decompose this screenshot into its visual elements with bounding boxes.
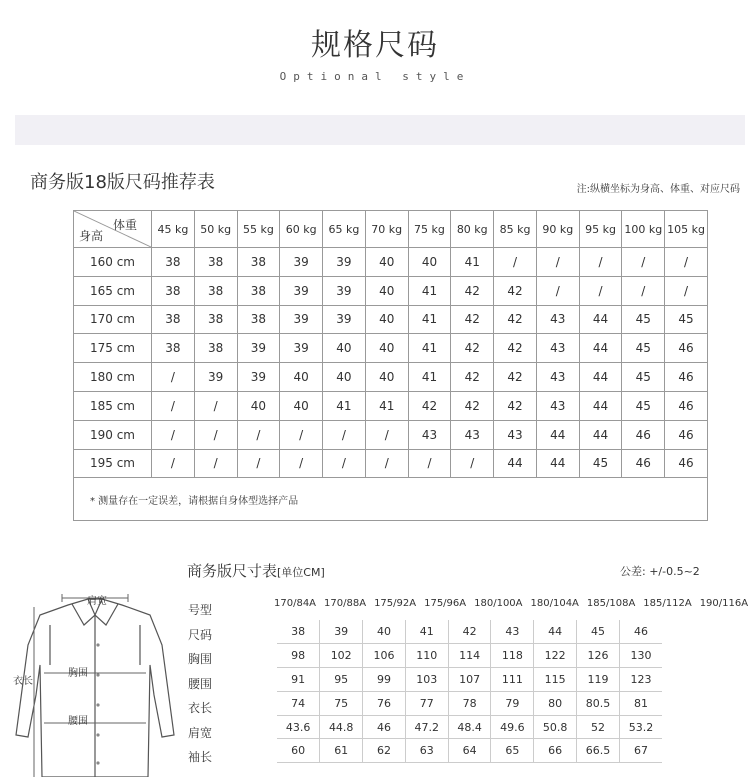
dimension-cell: 61 xyxy=(320,739,363,763)
weight-header-cell: 70 kg xyxy=(365,211,408,248)
model-label: 170/88A xyxy=(324,598,367,609)
size-cell: 42 xyxy=(451,305,494,334)
size-cell: 44 xyxy=(579,334,622,363)
dimension-cell: 49.6 xyxy=(491,715,534,739)
size-cell: 46 xyxy=(665,420,708,449)
dimension-row-label: 袖长 xyxy=(188,750,213,764)
height-cell: 190 cm xyxy=(74,420,152,449)
dimension-cell: 41 xyxy=(405,620,448,644)
height-cell: 185 cm xyxy=(74,391,152,420)
dimension-title-text: 商务版尺寸表 xyxy=(187,562,278,580)
shirt-diagram xyxy=(10,585,180,777)
table-row xyxy=(74,363,708,392)
dimension-cell: 111 xyxy=(491,668,534,692)
dimension-cell: 66 xyxy=(534,739,577,763)
weight-header-cell: 60 kg xyxy=(280,211,323,248)
dimension-unit: [单位CM] xyxy=(277,566,325,579)
dimension-cell: 78 xyxy=(448,691,491,715)
weight-header-cell: 90 kg xyxy=(536,211,579,248)
page-subtitle: Optional style xyxy=(279,70,471,83)
model-label: 185/108A xyxy=(586,598,636,609)
weight-header-cell: 55 kg xyxy=(237,211,280,248)
weight-header-cell: 85 kg xyxy=(494,211,537,248)
dimension-cell: 81 xyxy=(619,691,662,715)
size-cell: 39 xyxy=(280,248,323,277)
size-cell: 40 xyxy=(408,248,451,277)
size-cell: 40 xyxy=(365,334,408,363)
dimension-cell: 110 xyxy=(405,644,448,668)
size-cell: 38 xyxy=(194,248,237,277)
size-cell: 41 xyxy=(451,248,494,277)
size-cell: / xyxy=(194,391,237,420)
weight-axis-label: 体重 xyxy=(112,218,137,232)
model-label: 175/92A xyxy=(374,598,417,609)
dimension-cell: 126 xyxy=(577,644,620,668)
dimension-cell: 48.4 xyxy=(448,715,491,739)
size-cell: 40 xyxy=(323,363,366,392)
dimension-cell: 65 xyxy=(491,739,534,763)
size-cell: 39 xyxy=(280,334,323,363)
size-cell: 46 xyxy=(665,363,708,392)
size-recommend-table xyxy=(73,210,708,521)
dimension-cell: 46 xyxy=(363,715,406,739)
size-cell: 43 xyxy=(536,391,579,420)
size-cell: 44 xyxy=(536,420,579,449)
table-row xyxy=(74,334,708,363)
size-cell: 44 xyxy=(579,363,622,392)
dimension-cell: 67 xyxy=(619,739,662,763)
size-cell: 42 xyxy=(451,276,494,305)
dimension-cell: 52 xyxy=(577,715,620,739)
size-cell: 38 xyxy=(237,305,280,334)
dimension-cell: 75 xyxy=(320,691,363,715)
size-cell: 40 xyxy=(323,334,366,363)
size-cell: 41 xyxy=(323,391,366,420)
dimension-cell: 118 xyxy=(491,644,534,668)
size-cell: / xyxy=(408,449,451,478)
dimension-cell: 114 xyxy=(448,644,491,668)
dimension-row-label: 肩宽 xyxy=(188,725,213,740)
model-label: 170/84A xyxy=(274,598,317,609)
dimension-cell: 74 xyxy=(277,691,320,715)
size-cell: 40 xyxy=(280,363,323,392)
size-cell: / xyxy=(280,420,323,449)
height-cell: 175 cm xyxy=(74,334,152,363)
size-cell: 45 xyxy=(622,363,665,392)
size-cell: 42 xyxy=(451,391,494,420)
size-cell: 39 xyxy=(323,248,366,277)
size-cell: 46 xyxy=(622,449,665,478)
size-cell: 45 xyxy=(665,305,708,334)
dimension-cell: 122 xyxy=(534,644,577,668)
size-cell: 39 xyxy=(237,334,280,363)
table-row xyxy=(74,449,708,478)
model-label: 190/116A xyxy=(699,598,749,609)
size-cell: 45 xyxy=(622,334,665,363)
size-cell: / xyxy=(665,248,708,277)
size-cell: 40 xyxy=(280,391,323,420)
table-row xyxy=(74,391,708,420)
size-cell: 45 xyxy=(622,305,665,334)
size-cell: 40 xyxy=(365,276,408,305)
shirt-outline-icon xyxy=(10,585,180,777)
dimension-cell: 62 xyxy=(363,739,406,763)
dimension-cell: 60 xyxy=(277,739,320,763)
dimension-cell: 44 xyxy=(534,620,577,644)
size-cell: 38 xyxy=(152,248,195,277)
size-cell: 38 xyxy=(194,276,237,305)
weight-header-cell: 65 kg xyxy=(323,211,366,248)
size-cell: 41 xyxy=(408,363,451,392)
size-cell: 46 xyxy=(665,334,708,363)
weight-header-cell: 80 kg xyxy=(451,211,494,248)
weight-header-cell: 75 kg xyxy=(408,211,451,248)
dimension-cell: 44.8 xyxy=(320,715,363,739)
table-row xyxy=(277,644,662,668)
dimension-cell: 66.5 xyxy=(577,739,620,763)
table-row xyxy=(74,276,708,305)
dimension-cell: 99 xyxy=(363,668,406,692)
model-label: 185/112A xyxy=(643,598,692,609)
size-cell: / xyxy=(579,248,622,277)
dimension-cell: 77 xyxy=(405,691,448,715)
size-cell: / xyxy=(622,248,665,277)
size-cell: 44 xyxy=(579,391,622,420)
size-cell: 39 xyxy=(280,305,323,334)
tolerance-text: 公差: +/-0.5~2 xyxy=(620,565,700,578)
size-cell: 43 xyxy=(536,363,579,392)
size-cell: / xyxy=(280,449,323,478)
model-label: 180/100A xyxy=(474,598,523,609)
size-cell: / xyxy=(536,276,579,305)
dimension-table-title xyxy=(187,560,325,581)
size-cell: 39 xyxy=(194,363,237,392)
size-cell: 44 xyxy=(494,449,537,478)
size-cell: 43 xyxy=(451,420,494,449)
size-cell: / xyxy=(365,420,408,449)
table-row xyxy=(74,420,708,449)
size-cell: 43 xyxy=(494,420,537,449)
size-cell: 46 xyxy=(622,420,665,449)
weight-header-cell: 95 kg xyxy=(579,211,622,248)
dimension-model-header xyxy=(274,598,749,609)
size-cell: 38 xyxy=(152,276,195,305)
height-cell: 180 cm xyxy=(74,363,152,392)
size-cell: 42 xyxy=(494,391,537,420)
dimension-cell: 46 xyxy=(619,620,662,644)
size-cell: / xyxy=(494,248,537,277)
size-cell: 39 xyxy=(237,363,280,392)
size-cell: / xyxy=(365,449,408,478)
dimension-row-label: 衣长 xyxy=(188,701,213,715)
size-cell: 39 xyxy=(280,276,323,305)
table-row xyxy=(277,691,662,715)
size-cell: / xyxy=(622,276,665,305)
dimension-row-label: 腰围 xyxy=(188,676,213,691)
table-row xyxy=(74,248,708,277)
size-cell: / xyxy=(194,449,237,478)
dimension-cell: 39 xyxy=(320,620,363,644)
weight-header-cell: 45 kg xyxy=(152,211,195,248)
height-cell: 165 cm xyxy=(74,276,152,305)
model-label: 180/104A xyxy=(530,598,579,609)
dimension-cell: 103 xyxy=(405,668,448,692)
dimension-cell: 43 xyxy=(491,620,534,644)
size-cell: 38 xyxy=(194,305,237,334)
height-cell: 170 cm xyxy=(74,305,152,334)
size-cell: 39 xyxy=(323,276,366,305)
dimension-cell: 79 xyxy=(491,691,534,715)
measurement-footnote: * 测量存在一定误差，请根据自身体型选择产品 xyxy=(74,478,708,521)
diagram-label-chest: 胸围 xyxy=(68,668,88,679)
dimension-cell: 45 xyxy=(577,620,620,644)
dimension-cell: 80.5 xyxy=(577,691,620,715)
size-cell: 43 xyxy=(408,420,451,449)
size-cell: 39 xyxy=(323,305,366,334)
size-cell: 43 xyxy=(536,305,579,334)
size-cell: 44 xyxy=(536,449,579,478)
size-cell: 41 xyxy=(408,305,451,334)
size-cell: 41 xyxy=(365,391,408,420)
dimension-cell: 106 xyxy=(363,644,406,668)
footnote-row xyxy=(74,478,708,521)
size-cell: / xyxy=(323,420,366,449)
dimension-cell: 123 xyxy=(619,668,662,692)
dimension-cell: 119 xyxy=(577,668,620,692)
dimension-cell: 107 xyxy=(448,668,491,692)
size-cell: 42 xyxy=(451,363,494,392)
dimension-row-label: 胸围 xyxy=(188,652,213,666)
diagram-label-length: 衣长 xyxy=(13,676,33,687)
diagram-label-shoulder: 肩宽 xyxy=(87,596,107,607)
size-cell: 38 xyxy=(194,334,237,363)
size-cell: 46 xyxy=(665,449,708,478)
size-cell: 43 xyxy=(536,334,579,363)
dimension-cell: 80 xyxy=(534,691,577,715)
table-row xyxy=(277,715,662,739)
diagram-label-waist: 腰围 xyxy=(68,716,88,727)
recommend-table-note: 注:纵横坐标为身高、体重、对应尺码 xyxy=(576,184,740,195)
diagonal-header-cell xyxy=(74,211,152,248)
recommend-table-title: 商务版18版尺码推荐表 xyxy=(30,172,215,193)
table-row xyxy=(277,620,662,644)
dimension-cell: 98 xyxy=(277,644,320,668)
dimension-row-label: 号型 xyxy=(188,603,213,617)
size-cell: 42 xyxy=(494,334,537,363)
dimension-cell: 102 xyxy=(320,644,363,668)
size-cell: 42 xyxy=(494,276,537,305)
size-cell: 40 xyxy=(237,391,280,420)
dimension-cell: 47.2 xyxy=(405,715,448,739)
size-cell: / xyxy=(152,449,195,478)
size-cell: / xyxy=(194,420,237,449)
size-cell: 42 xyxy=(451,334,494,363)
size-cell: 44 xyxy=(579,420,622,449)
dimension-cell: 53.2 xyxy=(619,715,662,739)
table-row xyxy=(277,668,662,692)
divider-band xyxy=(15,115,745,145)
size-cell: 40 xyxy=(365,305,408,334)
dimension-cell: 64 xyxy=(448,739,491,763)
dimension-cell: 91 xyxy=(277,668,320,692)
page-title: 规格尺码 xyxy=(311,28,439,63)
size-cell: / xyxy=(323,449,366,478)
dimension-cell: 115 xyxy=(534,668,577,692)
size-cell: / xyxy=(665,276,708,305)
dimension-cell: 50.8 xyxy=(534,715,577,739)
size-cell: 46 xyxy=(665,391,708,420)
weight-header-cell: 105 kg xyxy=(665,211,708,248)
dimension-cell: 95 xyxy=(320,668,363,692)
dimension-table xyxy=(277,620,662,763)
size-cell: 45 xyxy=(579,449,622,478)
size-cell: / xyxy=(237,449,280,478)
size-cell: 42 xyxy=(494,305,537,334)
size-cell: / xyxy=(536,248,579,277)
size-cell: 38 xyxy=(237,276,280,305)
size-cell: 41 xyxy=(408,334,451,363)
height-cell: 195 cm xyxy=(74,449,152,478)
size-cell: 44 xyxy=(579,305,622,334)
size-cell: 45 xyxy=(622,391,665,420)
size-cell: 42 xyxy=(408,391,451,420)
size-cell: / xyxy=(152,391,195,420)
model-label: 175/96A xyxy=(424,598,467,609)
size-cell: 38 xyxy=(237,248,280,277)
size-cell: / xyxy=(152,363,195,392)
dimension-row-labels xyxy=(188,598,228,770)
table-row xyxy=(74,305,708,334)
dimension-cell: 76 xyxy=(363,691,406,715)
size-cell: 40 xyxy=(365,363,408,392)
dimension-cell: 42 xyxy=(448,620,491,644)
dimension-cell: 43.6 xyxy=(277,715,320,739)
size-cell: 38 xyxy=(152,305,195,334)
dimension-row-label: 尺码 xyxy=(188,627,213,642)
dimension-cell: 40 xyxy=(363,620,406,644)
dimension-cell: 38 xyxy=(277,620,320,644)
size-cell: / xyxy=(451,449,494,478)
dimension-cell: 130 xyxy=(619,644,662,668)
height-axis-label: 身高 xyxy=(79,229,104,243)
size-cell: 42 xyxy=(494,363,537,392)
size-cell: / xyxy=(152,420,195,449)
table-header-row xyxy=(74,211,708,248)
weight-header-cell: 50 kg xyxy=(194,211,237,248)
size-cell: / xyxy=(237,420,280,449)
size-cell: 40 xyxy=(365,248,408,277)
table-row xyxy=(277,739,662,763)
size-cell: 41 xyxy=(408,276,451,305)
weight-header-cell: 100 kg xyxy=(622,211,665,248)
size-cell: / xyxy=(579,276,622,305)
size-cell: 38 xyxy=(152,334,195,363)
height-cell: 160 cm xyxy=(74,248,152,277)
dimension-cell: 63 xyxy=(405,739,448,763)
